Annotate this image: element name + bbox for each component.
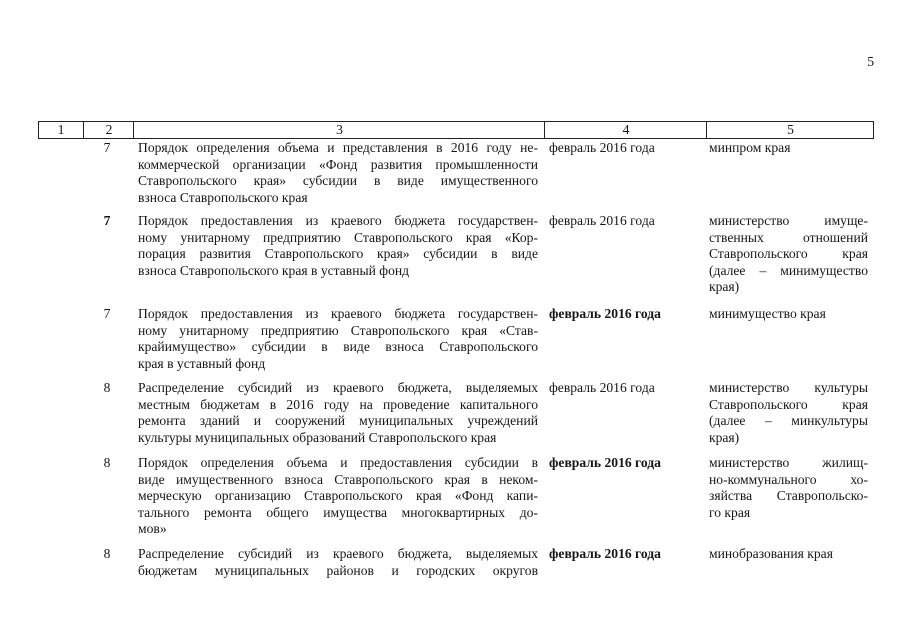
- subject-line: местным бюджетам в 2016 году на проведение капитального: [138, 396, 538, 412]
- row-number: 8: [103, 380, 111, 395]
- subject-line: бюджетам муниципальных районов и городских округов: [138, 562, 538, 578]
- row-number: 8: [103, 455, 111, 470]
- responsible-cell: [709, 213, 868, 296]
- table-row: [0, 306, 905, 371]
- subject-line: культуры муниципальных образований Ставропольского края: [138, 429, 497, 445]
- subject-cell: [138, 380, 538, 446]
- subject-line: Распределение субсидий из краевого бюджета, выделяемых: [138, 380, 538, 395]
- row-number: 8: [103, 546, 111, 561]
- responsible-line: Ставропольского края: [709, 396, 868, 412]
- subject-line: Распределение субсидий из краевого бюджета, выделяемых: [138, 546, 538, 561]
- subject-line: края в уставный фонд: [138, 355, 266, 371]
- table-row: [0, 546, 905, 578]
- subject-line: крайимущество» субсидии в виде взноса Ставропольского: [138, 339, 538, 354]
- subject-line: порация развития Ставропольского края» субсидии в виде: [138, 246, 538, 261]
- responsible-line: министерство имуще-: [709, 213, 868, 228]
- responsible-line: (далее – минкультуры: [709, 413, 868, 428]
- table-row: [0, 140, 905, 205]
- table-row: [0, 455, 905, 536]
- header-col-3: 3: [133, 122, 545, 138]
- subject-line: виде имущественного взноса Ставропольского края в неком-: [138, 471, 538, 487]
- subject-line: Порядок определения объема и предоставления субсидии в: [138, 455, 538, 470]
- responsible-cell: [709, 306, 868, 323]
- subject-line: Порядок предоставления из краевого бюджета государствен-: [138, 213, 538, 228]
- subject-line: ному унитарному предприятию Ставропольского края «Став-: [138, 322, 538, 338]
- subject-line: Порядок предоставления из краевого бюджета государствен-: [138, 306, 538, 321]
- responsible-line: минимущество края: [709, 306, 826, 321]
- header-col-2: 2: [83, 122, 134, 138]
- responsible-line: ственных отношений: [709, 229, 868, 245]
- subject-line: тального ремонта общего имущества многоквартирных до-: [138, 504, 538, 520]
- header-col-1: 1: [57, 122, 65, 137]
- responsible-line: министерство жилищ-: [709, 455, 868, 470]
- header-col-4: 4: [544, 122, 707, 138]
- subject-line: Ставропольского края» субсидии в виде имущественного: [138, 173, 538, 188]
- subject-line: взноса Ставропольского края: [138, 189, 308, 205]
- subject-cell: [138, 455, 538, 538]
- subject-cell: [138, 546, 538, 579]
- subject-line: мерческую организацию Ставропольского края «Фонд капи-: [138, 488, 538, 503]
- row-number: 7: [103, 306, 111, 321]
- page-number: 5: [867, 54, 874, 69]
- responsible-line: края): [709, 429, 740, 445]
- table-row: [0, 380, 905, 445]
- responsible-line: минпром края: [709, 140, 791, 155]
- responsible-line: зяйства Ставропольско-: [709, 488, 868, 503]
- responsible-cell: [709, 546, 868, 563]
- deadline-cell: февраль 2016 года: [549, 140, 655, 155]
- subject-cell: [138, 306, 538, 372]
- subject-line: коммерческой организации «Фонд развития промышленности: [138, 156, 538, 172]
- deadline-cell: февраль 2016 года: [549, 213, 655, 228]
- table-header: [38, 121, 874, 139]
- row-number: 7: [103, 140, 111, 155]
- responsible-line: но-коммунального хо-: [709, 471, 868, 487]
- header-col-5: 5: [706, 122, 874, 138]
- row-number: 7: [103, 213, 111, 228]
- responsible-line: минобразования края: [709, 546, 833, 561]
- responsible-cell: [709, 380, 868, 446]
- deadline-cell: февраль 2016 года: [549, 306, 661, 321]
- responsible-cell: [709, 455, 868, 521]
- responsible-cell: [709, 140, 868, 157]
- deadline-cell: февраль 2016 года: [549, 546, 661, 561]
- subject-line: мов»: [138, 521, 167, 536]
- subject-cell: [138, 140, 538, 206]
- responsible-line: Ставропольского края: [709, 246, 868, 261]
- subject-line: взноса Ставропольского края в уставный фонд: [138, 262, 410, 278]
- deadline-cell: февраль 2016 года: [549, 455, 661, 470]
- subject-line: ремонта зданий и сооружений муниципальных учреждений: [138, 413, 538, 428]
- responsible-line: министерство культуры: [709, 380, 868, 395]
- responsible-line: края): [709, 279, 740, 294]
- table-row: [0, 213, 905, 294]
- subject-line: Порядок определения объема и представления в 2016 году не-: [138, 140, 538, 155]
- responsible-line: го края: [709, 504, 751, 520]
- subject-line: ному унитарному предприятию Ставропольского края «Кор-: [138, 229, 538, 245]
- responsible-line: (далее – минимущество: [709, 262, 868, 278]
- deadline-cell: февраль 2016 года: [549, 380, 655, 395]
- subject-cell: [138, 213, 538, 279]
